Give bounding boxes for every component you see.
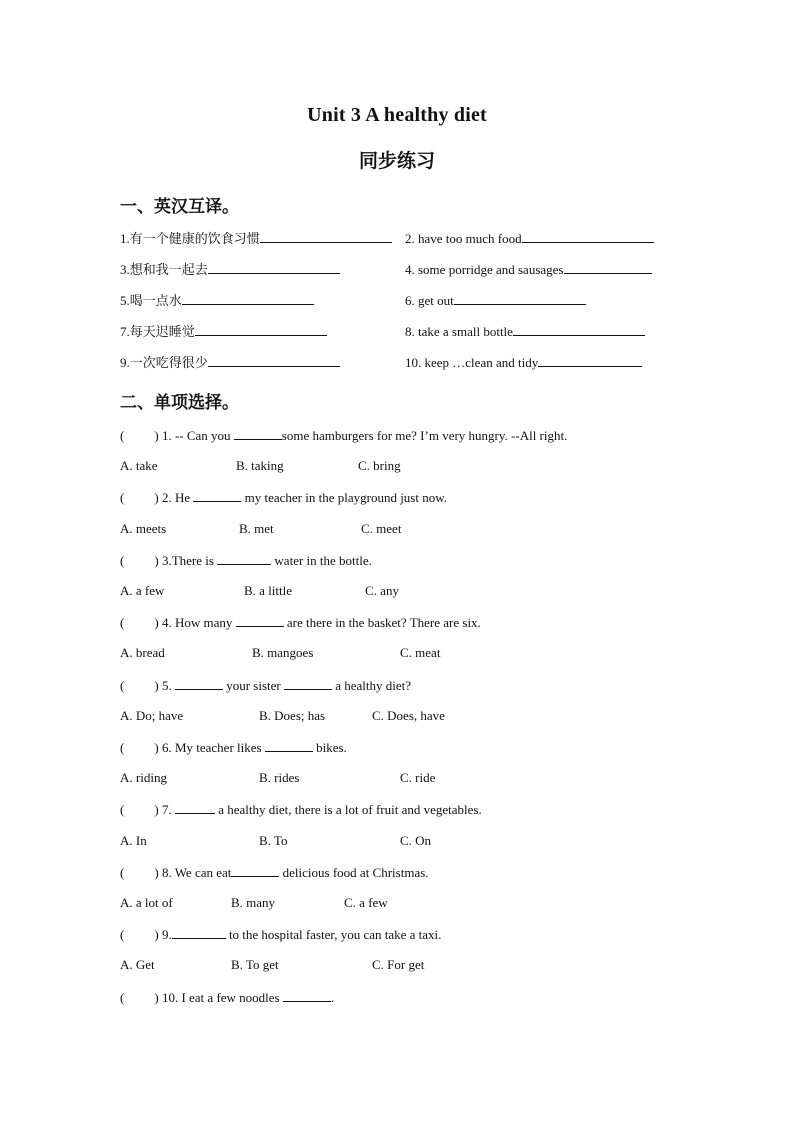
translate-item-9: 9.一次吃得很少 <box>120 354 340 371</box>
option-a[interactable]: A. meets <box>120 521 167 536</box>
option-b[interactable]: B. many <box>231 895 276 910</box>
answer-blank[interactable] <box>538 354 642 367</box>
translate-item-2: 2. have too much food <box>405 230 654 247</box>
question-1: ( ) 1. -- Can you some hamburgers for me? I’m very hungry. --All right. <box>120 428 568 443</box>
option-b[interactable]: B. To get <box>231 957 279 972</box>
answer-blank[interactable] <box>234 427 282 440</box>
question-2: ( ) 2. He my teacher in the playground just now. <box>120 490 448 505</box>
option-c[interactable]: C. meat <box>400 645 441 660</box>
option-c[interactable]: C. meet <box>361 521 402 536</box>
question-6: ( ) 6. My teacher likes bikes. <box>120 740 347 755</box>
option-b[interactable]: B. Does; has <box>259 708 326 723</box>
option-b[interactable]: B. a little <box>244 583 293 598</box>
translate-item-3: 3.想和我一起去 <box>120 261 340 278</box>
answer-blank[interactable] <box>195 323 327 336</box>
question-4: ( ) 4. How many are there in the basket? There are six. <box>120 615 481 630</box>
option-c[interactable]: C. bring <box>358 458 401 473</box>
option-a[interactable]: A. bread <box>120 645 165 660</box>
option-a[interactable]: A. In <box>120 833 147 848</box>
option-b[interactable]: B. rides <box>259 770 300 785</box>
answer-blank[interactable] <box>564 261 652 274</box>
question-8: ( ) 8. We can eat delicious food at Christmas. <box>120 865 429 880</box>
page-subtitle: 同步练习 <box>358 150 435 172</box>
translate-item-4: 4. some porridge and sausages <box>405 261 652 278</box>
question-5: ( ) 5. your sister a healthy diet? <box>120 678 412 693</box>
answer-blank[interactable] <box>260 230 392 243</box>
option-c[interactable]: C. ride <box>400 770 436 785</box>
question-7: ( ) 7. a healthy diet, there is a lot of fruit and vegetables. <box>120 802 482 817</box>
option-c[interactable]: C. any <box>365 583 399 598</box>
question-9: ( ) 9. to the hospital faster, you can take a taxi. <box>120 927 442 942</box>
option-a[interactable]: A. a few <box>120 583 165 598</box>
option-c[interactable]: C. a few <box>344 895 388 910</box>
option-c[interactable]: C. Does, have <box>372 708 445 723</box>
answer-blank[interactable] <box>522 230 654 243</box>
translate-item-6: 6. get out <box>405 292 586 309</box>
translate-item-1: 1.有一个健康的饮食习惯 <box>120 230 392 247</box>
answer-blank[interactable] <box>283 989 331 1002</box>
answer-blank[interactable] <box>208 354 340 367</box>
answer-blank[interactable] <box>172 926 226 939</box>
answer-blank[interactable] <box>284 677 332 690</box>
answer-blank[interactable] <box>231 864 279 877</box>
translate-item-5: 5.喝一点水 <box>120 292 314 309</box>
option-b[interactable]: B. mangoes <box>252 645 314 660</box>
option-c[interactable]: C. On <box>400 833 432 848</box>
page-title: Unit 3 A healthy diet <box>307 104 487 126</box>
section1-heading: 一、英汉互译。 <box>120 197 239 217</box>
option-a[interactable]: A. take <box>120 458 158 473</box>
option-b[interactable]: B. met <box>239 521 274 536</box>
question-3: ( ) 3.There is water in the bottle. <box>120 553 372 568</box>
answer-blank[interactable] <box>182 292 314 305</box>
option-a[interactable]: A. Get <box>120 957 155 972</box>
answer-blank[interactable] <box>454 292 586 305</box>
translate-item-8: 8. take a small bottle <box>405 323 645 340</box>
answer-blank[interactable] <box>193 489 241 502</box>
answer-blank[interactable] <box>217 552 271 565</box>
section2-heading: 二、单项选择。 <box>120 393 239 413</box>
translate-item-10: 10. keep …clean and tidy <box>405 354 642 371</box>
option-c[interactable]: C. For get <box>372 957 425 972</box>
answer-blank[interactable] <box>236 614 284 627</box>
answer-blank[interactable] <box>175 801 215 814</box>
question-10: ( ) 10. I eat a few noodles . <box>120 990 335 1005</box>
option-a[interactable]: A. a lot of <box>120 895 173 910</box>
option-a[interactable]: A. riding <box>120 770 167 785</box>
option-b[interactable]: B. To <box>259 833 288 848</box>
answer-blank[interactable] <box>513 323 645 336</box>
option-b[interactable]: B. taking <box>236 458 284 473</box>
option-a[interactable]: A. Do; have <box>120 708 184 723</box>
answer-blank[interactable] <box>208 261 340 274</box>
translate-item-7: 7.每天迟睡觉 <box>120 323 327 340</box>
answer-blank[interactable] <box>175 677 223 690</box>
answer-blank[interactable] <box>265 739 313 752</box>
